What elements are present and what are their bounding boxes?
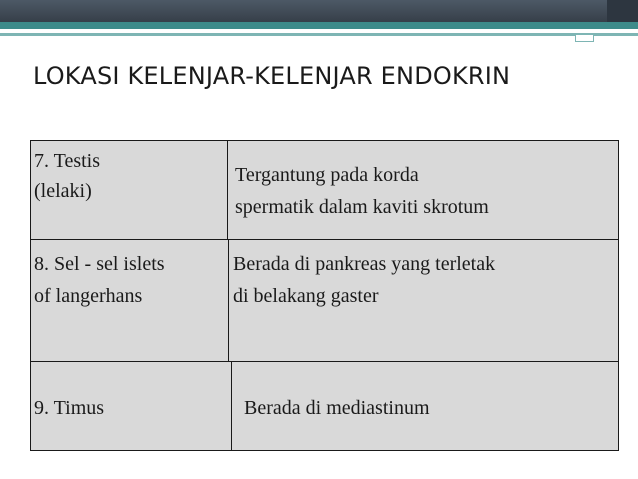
cell-text: Tergantung pada korda [235, 164, 419, 186]
cell-text: spermatik dalam kaviti skrotum [235, 196, 489, 218]
table-divider-col-row-3 [231, 361, 232, 451]
slide-title: LOKASI KELENJAR-KELENJAR ENDOKRIN [33, 62, 511, 90]
table-divider-col-row-2 [228, 239, 229, 362]
cell-text: di belakang gaster [233, 285, 379, 307]
table-cell-gland-row-1 [30, 141, 228, 239]
table-border-left [30, 140, 31, 451]
cell-text: 9. Timus [34, 397, 105, 419]
cell-text: 8. Sel - sel islets [34, 253, 165, 275]
top-corner-block [607, 0, 638, 22]
table-divider-col-row-1 [227, 140, 228, 240]
top-thin-line [0, 33, 638, 36]
table-border-top [30, 140, 619, 141]
table-divider-row-1 [30, 239, 619, 240]
cell-text: 7. Testis [34, 150, 101, 172]
cell-text: of langerhans [34, 285, 143, 307]
table-cell-location-row-1 [228, 141, 619, 239]
table-divider-row-2 [30, 361, 619, 362]
table-cell-location-row-3 [228, 362, 619, 450]
cell-text: Berada di mediastinum [244, 397, 430, 419]
top-dark-bar [0, 0, 638, 22]
cell-text: Berada di pankreas yang terletak [233, 253, 496, 275]
top-teal-bar [0, 22, 638, 29]
cell-text: (lelaki) [34, 180, 92, 202]
table-border-right [618, 140, 619, 451]
table-cell-location-row-2 [228, 240, 619, 361]
corner-notch-decoration [575, 35, 594, 42]
table-cell-gland-row-3 [30, 362, 228, 450]
table-cell-gland-row-2 [30, 240, 228, 361]
table-border-bottom [30, 450, 619, 451]
